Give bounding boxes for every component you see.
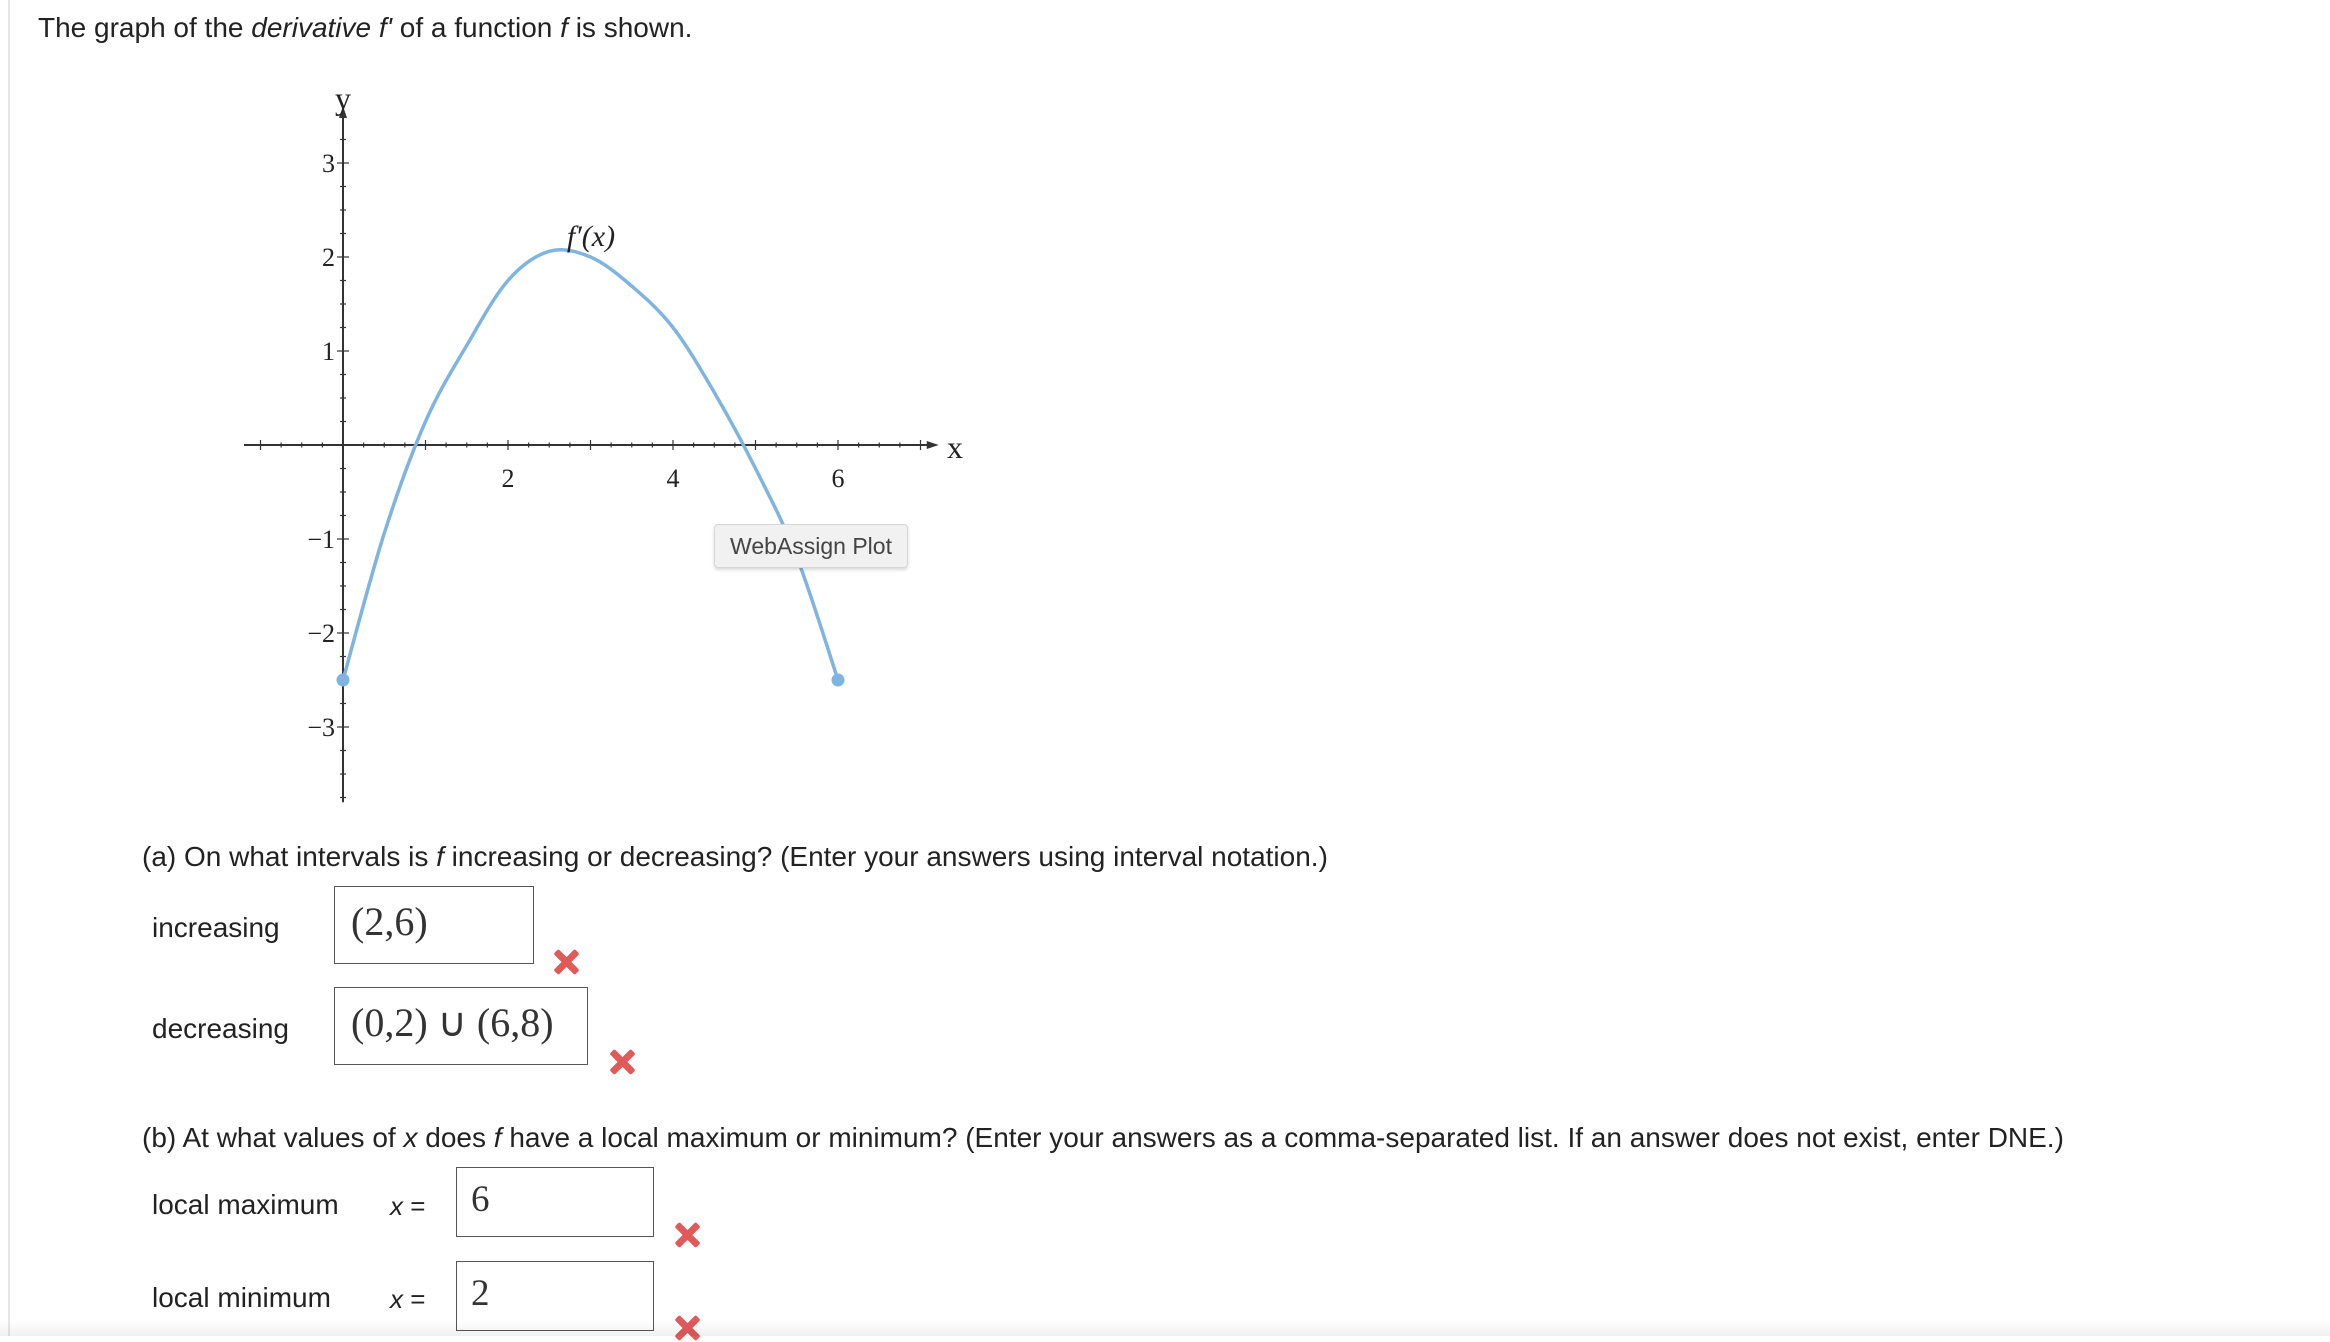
- increasing-answer-field[interactable]: (2,6): [334, 886, 534, 964]
- local-maximum-equals-sign: =: [410, 1191, 426, 1221]
- curve-label: f′(x): [566, 220, 616, 253]
- decreasing-label: decreasing: [152, 1013, 289, 1044]
- local-minimum-x-equals: [390, 1281, 425, 1317]
- question-middle: of a function: [399, 12, 553, 43]
- y-tick-label: 3: [322, 149, 335, 178]
- plot-curve-layer: [337, 250, 845, 687]
- curve-endpoint: [832, 674, 845, 687]
- derivative-curve: [343, 250, 838, 680]
- page-bottom-shadow: [0, 1320, 2330, 1336]
- part-a-prompt-before: (a) On what intervals is: [142, 841, 429, 872]
- question-prefix: The graph of the: [38, 12, 244, 43]
- y-tick-label: −2: [307, 619, 335, 648]
- y-tick-label: −3: [307, 713, 335, 742]
- x-tick-label: 4: [666, 464, 680, 493]
- part-a-prompt: [142, 839, 1328, 875]
- local-maximum-x-var: x: [390, 1191, 403, 1221]
- y-tick-label: 1: [322, 337, 335, 366]
- x-axis-arrow: [927, 441, 939, 449]
- plot-axes: [244, 106, 939, 802]
- y-tick-label: 2: [322, 243, 335, 272]
- local-maximum-x-equals: [390, 1188, 425, 1224]
- part-a-function-var: f: [436, 841, 444, 872]
- local-minimum-label: local minimum: [152, 1282, 331, 1313]
- decreasing-incorrect-x-mark-icon: [608, 1048, 636, 1076]
- increasing-incorrect-x-mark-icon: [552, 948, 580, 976]
- increasing-label: increasing: [152, 912, 280, 943]
- x-tick-label: 6: [831, 464, 845, 493]
- x-axis-label: x: [947, 429, 963, 465]
- webassign-plot-badge[interactable]: WebAssign Plot: [714, 524, 908, 568]
- curve-endpoint: [337, 674, 350, 687]
- part-b-x-var: x: [403, 1122, 418, 1153]
- part-b-prompt-3: have a local maximum or minimum? (Enter your answers as a comma-separated list. If an answer does not exist, enter DNE.): [509, 1122, 2064, 1153]
- local-minimum-x-var: x: [390, 1284, 403, 1314]
- part-a-prompt-after: increasing or decreasing? (Enter your answers using interval notation.): [451, 841, 1328, 872]
- part-b-prompt-1: (b) At what values of: [142, 1122, 396, 1153]
- x-tick-label: 2: [501, 464, 515, 493]
- local-maximum-answer-field[interactable]: 6: [456, 1167, 654, 1237]
- y-axis-label: y: [335, 80, 351, 116]
- part-b-prompt-2: does: [425, 1122, 486, 1153]
- local-minimum-answer-field[interactable]: 2: [456, 1261, 654, 1331]
- local-maximum-incorrect-x-mark-icon: [673, 1221, 701, 1249]
- part-b-function-var: f: [493, 1122, 502, 1153]
- question-derivative: derivative f': [251, 12, 393, 43]
- question-suffix: is shown.: [575, 12, 693, 43]
- part-b-prompt: [142, 1120, 2064, 1156]
- y-tick-label: −1: [307, 525, 335, 554]
- decreasing-answer-field[interactable]: (0,2) ∪ (6,8): [334, 987, 588, 1065]
- question-function-var: f: [560, 12, 568, 43]
- local-maximum-label: local maximum: [152, 1189, 339, 1220]
- local-minimum-equals-sign: =: [410, 1284, 426, 1314]
